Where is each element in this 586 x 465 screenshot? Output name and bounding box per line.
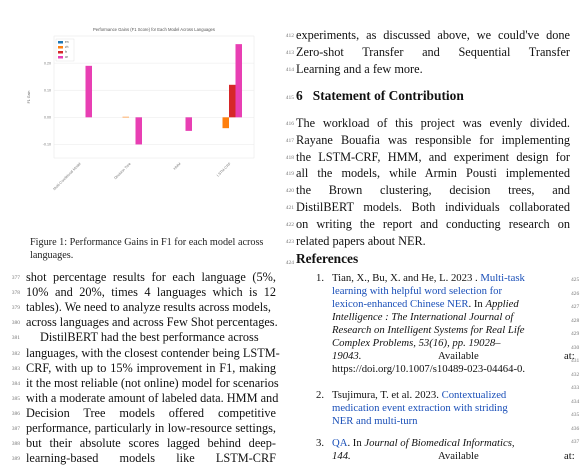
references-heading: References bbox=[296, 251, 359, 266]
ref-3-at: at: bbox=[564, 450, 575, 462]
text-line: Zero-shot Transfer and Sequential Transfer bbox=[296, 45, 570, 59]
line-number: 422 bbox=[285, 221, 294, 228]
text-line: The workload of this project was evenly divided. bbox=[296, 116, 570, 130]
line-number: 388 bbox=[11, 441, 20, 448]
text-line: experiments, as discussed above, we could've done bbox=[296, 28, 570, 42]
section-title: Statement of Contribution bbox=[312, 88, 464, 103]
line-number: 387 bbox=[11, 426, 20, 432]
line-number: 429 bbox=[571, 331, 580, 337]
y-tick-label: 0.10 bbox=[44, 88, 51, 93]
text-line: CRF, with up to 15% improvement in F1, making bbox=[26, 360, 276, 375]
line-number: 427 bbox=[571, 304, 580, 310]
ref-1-number: 1. bbox=[316, 272, 325, 284]
legend-swatch-fr bbox=[58, 51, 63, 54]
bar-zh-1 bbox=[123, 117, 130, 118]
line-number: 378 bbox=[11, 290, 20, 297]
ref-2-link[interactable]: Contextualized bbox=[441, 389, 507, 401]
line-number: 418 bbox=[285, 154, 294, 161]
line-number: 380 bbox=[11, 320, 20, 327]
text-line: DistilBERT models. Both individuals collaborated bbox=[296, 200, 570, 214]
line-number: 425 bbox=[571, 277, 580, 283]
y-axis-label: F1 Gain bbox=[27, 90, 31, 104]
text-line: on writing the report and conducting research on bbox=[296, 216, 570, 231]
line-number: 379 bbox=[11, 305, 20, 312]
y-tick-label: 0.00 bbox=[44, 115, 51, 120]
section-number: 6 bbox=[296, 88, 303, 103]
legend-label-fr: fr bbox=[65, 50, 67, 54]
ref-3-line bbox=[332, 450, 582, 463]
line-number: 431 bbox=[571, 358, 580, 364]
line-number: 432 bbox=[571, 371, 580, 378]
ref-1-doi[interactable]: https://doi.org/10.1007/s10489-023-04464-0. bbox=[332, 363, 526, 375]
ref-2-link-cont[interactable]: NER and multi-turn bbox=[332, 415, 418, 427]
legend-swatch-en bbox=[58, 41, 63, 44]
x-tick-label: Multi-Conditional Model bbox=[52, 161, 82, 192]
line-number: 426 bbox=[571, 290, 580, 297]
line-number: 377 bbox=[11, 275, 20, 281]
plot-area bbox=[54, 36, 254, 158]
line-number: 430 bbox=[571, 344, 580, 351]
line-number: 412 bbox=[285, 33, 294, 39]
text-line: the LSTM-CRF, HMM, and experiment design for bbox=[296, 149, 570, 164]
y-tick-label: 0.20 bbox=[44, 61, 51, 66]
line-number: 421 bbox=[285, 205, 294, 211]
line-number: 381 bbox=[11, 335, 20, 342]
legend-label-ar: ar bbox=[65, 55, 68, 59]
text-line: the Brown clustering, decision trees, and bbox=[296, 183, 570, 198]
line-number: 428 bbox=[571, 317, 580, 324]
ref-1-line bbox=[332, 272, 582, 285]
figure-caption: Figure 1: Performance Gains in F1 for each model across languages. bbox=[30, 237, 264, 261]
ref-1-journal-cont: Complex Problems, 53(16), pp. 19028– bbox=[332, 337, 501, 349]
text-line: languages, with the closest contender being LSTM- bbox=[26, 345, 280, 360]
line-number: 423 bbox=[285, 238, 294, 245]
line-number: 434 bbox=[571, 398, 580, 405]
ref-1-line bbox=[332, 298, 582, 311]
ref-3-available: Available bbox=[438, 450, 479, 462]
bar-ar-2 bbox=[186, 117, 193, 131]
ref-1-authors: Tian, X., Bu, X. and He, L. 2023 . bbox=[332, 272, 481, 284]
line-number: 386 bbox=[11, 410, 20, 417]
bar-zh-3 bbox=[223, 117, 230, 128]
bar-fr-3 bbox=[229, 85, 236, 118]
line-number: 384 bbox=[11, 380, 20, 387]
ref-2-link-cont[interactable]: medication event extraction with striding bbox=[332, 402, 508, 414]
ref-1-link-end[interactable]: lexicon-enhanced Chinese NER bbox=[332, 298, 469, 310]
ref-3-in: . In bbox=[347, 437, 365, 449]
text-line: tables). We need to analyze results across models, bbox=[26, 300, 271, 315]
section-heading bbox=[296, 89, 584, 103]
text-line: Rayane Bouafia was responsible for implementing bbox=[296, 132, 570, 147]
x-tick-label: LSTM-CRF bbox=[216, 161, 232, 178]
ref-1-journal-cont: Intelligence : The International Journal of bbox=[332, 311, 514, 323]
bar-ar-0 bbox=[86, 66, 93, 118]
bar-ar-1 bbox=[136, 117, 143, 144]
text-line: with a moderate amount of labeled data. HMM and bbox=[26, 390, 279, 405]
line-number: 383 bbox=[11, 365, 20, 372]
ref-1-link-cont[interactable]: learning with helpful word selection for bbox=[332, 285, 503, 297]
line-number: 414 bbox=[285, 67, 294, 73]
text-line: learning-based models like LSTM-CRF bbox=[26, 451, 276, 465]
ref-3-link[interactable]: QA bbox=[332, 437, 348, 449]
y-tick-label: -0.10 bbox=[42, 142, 51, 147]
text-line: performance, particularly in low-resource settings, bbox=[26, 421, 276, 435]
line-number: 389 bbox=[11, 456, 20, 463]
line-number: 424 bbox=[285, 260, 294, 266]
line-number: 419 bbox=[285, 171, 294, 178]
text-line: 10% and 20%, times 4 languages which is 12 bbox=[26, 285, 276, 300]
ref-1-journal: Applied bbox=[485, 298, 519, 310]
text-line: Decision Tree models offered competitive bbox=[26, 405, 276, 420]
line-number: 413 bbox=[285, 50, 294, 56]
text-line: DistilBERT had the best performance across bbox=[40, 330, 259, 345]
line-number: 385 bbox=[11, 395, 20, 402]
ref-1-at: at: bbox=[564, 350, 575, 362]
ref-1-available: Available bbox=[438, 350, 479, 362]
ref-1-pages: 19043. bbox=[332, 350, 362, 362]
chart-title: Performance Gains (F1 Score) for Each Model Across Languages bbox=[93, 27, 215, 32]
ref-3-line bbox=[332, 437, 582, 450]
figure-1 bbox=[22, 22, 260, 210]
ref-1-link[interactable]: Multi-task bbox=[480, 272, 525, 284]
line-number: 382 bbox=[11, 350, 20, 357]
line-number: 435 bbox=[571, 412, 580, 418]
x-tick-label: HMM bbox=[172, 161, 182, 171]
ref-2-number: 2. bbox=[316, 389, 325, 401]
ref-2-line bbox=[332, 389, 582, 402]
line-number: 417 bbox=[285, 137, 294, 144]
ref-3-volume: 144. bbox=[332, 450, 351, 462]
ref-1-journal-cont: Research on Intelligent Systems for Real Life bbox=[332, 324, 525, 336]
line-number: 437 bbox=[571, 439, 580, 445]
line-number: 420 bbox=[285, 188, 294, 195]
line-number: 416 bbox=[285, 121, 294, 127]
bar-ar-3 bbox=[236, 44, 243, 117]
ref-2-authors: Tsujimura, T. et al. 2023. bbox=[332, 389, 442, 401]
ref-3-journal: Journal of Biomedical Informatics, bbox=[364, 437, 515, 449]
ref-3-number: 3. bbox=[316, 437, 325, 449]
ref-1-in: . In bbox=[468, 298, 486, 310]
ref-1-line bbox=[332, 350, 582, 363]
bar-chart bbox=[22, 22, 260, 210]
legend-label-zh: zh bbox=[65, 45, 69, 49]
text-line: Learning and a few more. bbox=[296, 62, 423, 76]
text-line: but their absolute scores lagged behind deep- bbox=[26, 436, 276, 451]
right-column bbox=[282, 0, 586, 464]
line-number: 436 bbox=[571, 425, 580, 432]
text-line: it the most reliable (not online) model for scenarios bbox=[26, 375, 279, 390]
text-line: related papers about NER. bbox=[296, 233, 426, 248]
line-number: 415 bbox=[285, 95, 294, 101]
legend-label-en: en bbox=[65, 40, 69, 44]
left-column bbox=[0, 0, 282, 464]
legend-swatch-zh bbox=[58, 46, 63, 49]
legend-swatch-ar bbox=[58, 56, 63, 59]
x-tick-label: Decision Tree bbox=[113, 161, 132, 181]
text-line: across languages and across Few Shot percentages. bbox=[26, 315, 278, 330]
line-number: 433 bbox=[571, 385, 580, 391]
text-line: shot percentage results for each language (5%, bbox=[26, 270, 276, 284]
text-line: all the models, while Armin Pousti implemented bbox=[296, 166, 570, 181]
